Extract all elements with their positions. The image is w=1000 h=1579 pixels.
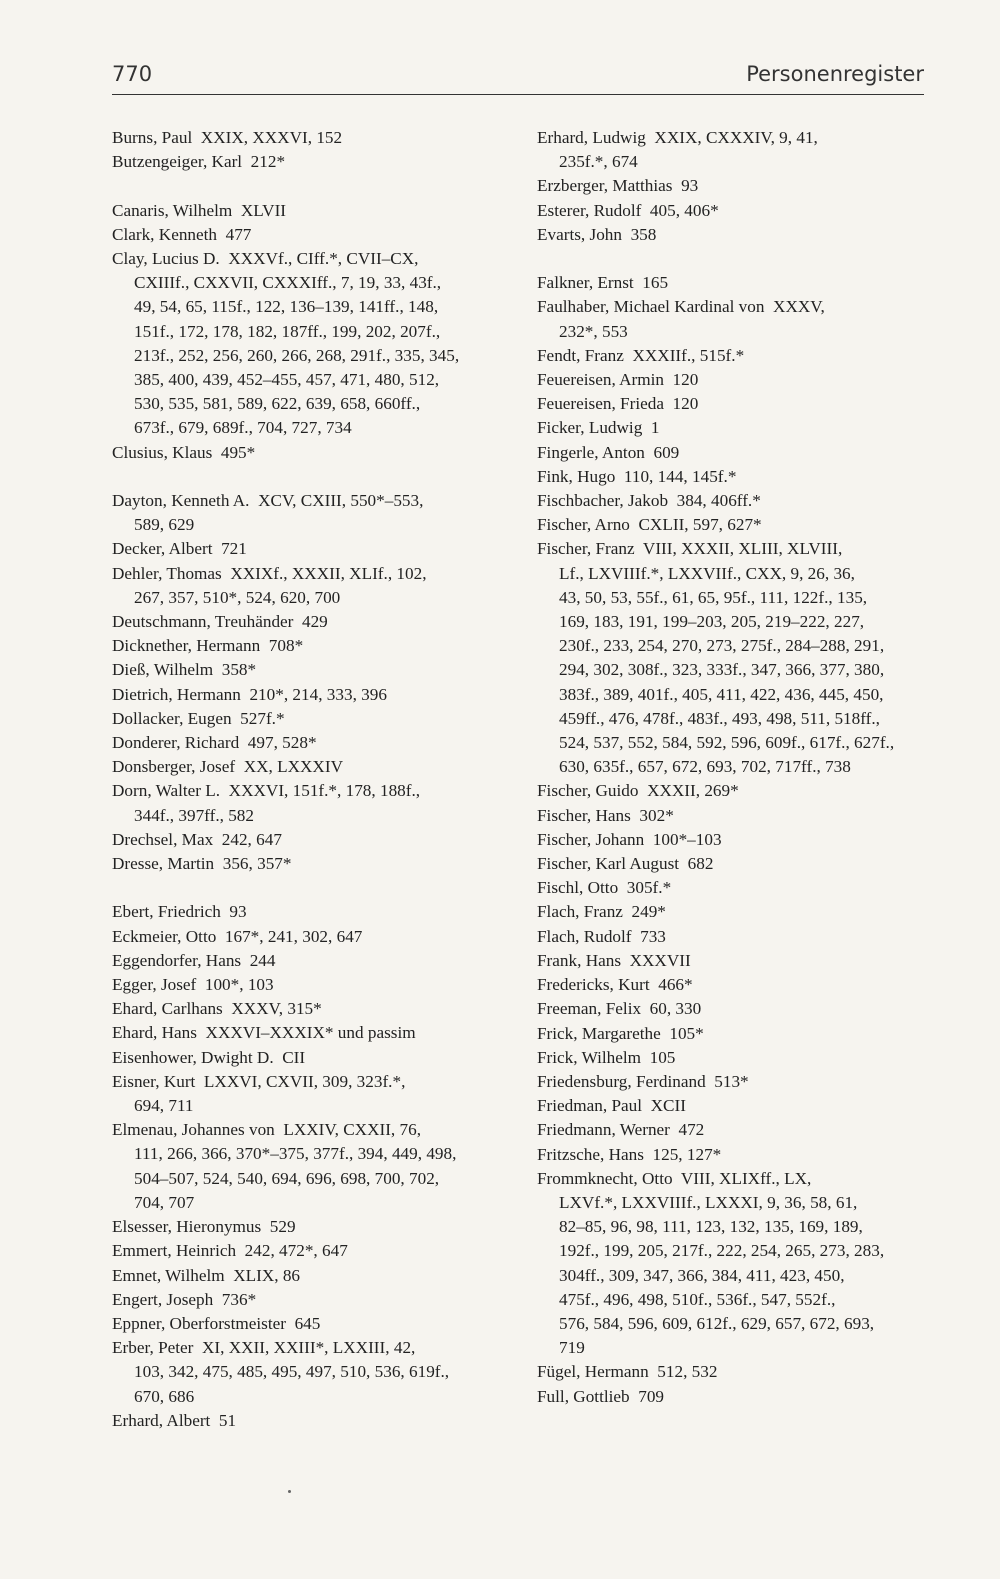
index-entry: Falkner, Ernst 165 — [537, 273, 669, 293]
index-entry: Friedensburg, Ferdinand 513* — [537, 1071, 749, 1091]
index-entry: Fischer, Arno CXLII, 597, 627* — [537, 515, 762, 535]
index-entry: Egger, Josef 100*, 103 — [112, 975, 274, 995]
index-entry: Dayton, Kenneth A. XCV, CXIII, 550*–553, 589, 629 — [112, 491, 424, 535]
index-column-right — [537, 126, 932, 1409]
index-entry: Eppner, Oberforstmeister 645 — [112, 1313, 321, 1333]
index-entry: Fischer, Hans 302* — [537, 805, 674, 825]
index-entry: Frick, Wilhelm 105 — [537, 1047, 676, 1067]
index-entry: Freeman, Felix 60, 330 — [537, 999, 702, 1019]
index-entry: Decker, Albert 721 — [112, 539, 247, 559]
index-entry: Eisenhower, Dwight D. CII — [112, 1047, 306, 1067]
index-entry: Fredericks, Kurt 466* — [537, 975, 693, 995]
index-entry: Evarts, John 358 — [537, 224, 657, 244]
index-entry: Feuereisen, Frieda 120 — [537, 394, 699, 414]
index-entry: Fritzsche, Hans 125, 127* — [537, 1144, 722, 1164]
index-entry: Butzengeiger, Karl 212* — [112, 152, 286, 172]
index-entry: Frommknecht, Otto VIII, XLIXff., LX, LXVf.*, LXXVIIIf., LXXXI, 9, 36, 58, 61, 82–85, 96, 98, 111, 123, 132, 135, 169, 189, 192f., 199, 205, 217f., 222, 254, 265, 273, 283, 304ff., 309, 347, 366, 384, 411, 423, 450, 475f., 496, 498, 510f., 536f., 547, 552f., 576, 584, 596, 609, 612f., 629, 657, 672, 693, 719 — [537, 1168, 885, 1358]
page-number: 770 — [112, 62, 153, 86]
index-entry: Erzberger, Matthias 93 — [537, 176, 699, 196]
index-entry: Dorn, Walter L. XXXVI, 151f.*, 178, 188f., 344f., 397ff., 582 — [112, 781, 421, 825]
index-entry: Frank, Hans XXXVII — [537, 950, 691, 970]
index-entry: Emmert, Heinrich 242, 472*, 647 — [112, 1241, 348, 1261]
index-entry: Ebert, Friedrich 93 — [112, 902, 247, 922]
index-entry: Dietrich, Hermann 210*, 214, 333, 396 — [112, 684, 387, 704]
index-entry: Ehard, Carlhans XXXV, 315* — [112, 999, 322, 1019]
index-entry: Clusius, Klaus 495* — [112, 442, 256, 462]
index-entry: Frick, Margarethe 105* — [537, 1023, 704, 1043]
index-entry: Ehard, Hans XXXVI–XXXIX* und passim — [112, 1023, 416, 1043]
index-entry: Dehler, Thomas XXIXf., XXXII, XLIf., 102, 267, 357, 510*, 524, 620, 700 — [112, 563, 427, 607]
index-entry: Fischer, Franz VIII, XXXII, XLIII, XLVIII, Lf., LXVIIIf.*, LXXVIIf., CXX, 9, 26, 36, 43, 50, 53, 55f., 61, 65, 95f., 111, 122f., 135, 169, 183, 191, 199–203, 205, 219–222, 227, 230f., 233, 254, 270, 273, 275f., 284–288, 291, 294, 302, 308f., 323, 333f., 347, 366, 377, 380, 383f., 389, 401f., 405, 411, 422, 436, 445, 450, 459ff., 476, 478f., 483f., 493, 498, 511, 518ff., 524, 537, 552, 584, 592, 596, 609f., 617f., 627f., 630, 635f., 657, 672, 693, 702, 717ff., 738 — [537, 539, 895, 777]
index-entry: Eisner, Kurt LXXVI, CXVII, 309, 323f.*, 694, 711 — [112, 1071, 406, 1116]
index-entry: Elmenau, Johannes von LXXIV, CXXII, 76, 111, 266, 366, 370*–375, 377f., 394, 449, 498, 504–507, 524, 540, 694, 696, 698, 700, 702, 704, 707 — [112, 1120, 457, 1212]
index-entry: Dresse, Martin 356, 357* — [112, 854, 292, 874]
index-entry: Fischer, Johann 100*–103 — [537, 829, 722, 849]
page-header — [112, 54, 924, 95]
index-entry: Flach, Rudolf 733 — [537, 926, 666, 946]
index-entry: Esterer, Rudolf 405, 406* — [537, 200, 719, 220]
index-entry: Erhard, Ludwig XXIX, CXXXIV, 9, 41, 235f.*, 674 — [537, 128, 818, 172]
index-entry: Flach, Franz 249* — [537, 902, 666, 922]
running-head: Personenregister — [746, 62, 924, 86]
index-entry: Faulhaber, Michael Kardinal von XXXV, 232*, 553 — [537, 297, 825, 341]
index-column-left — [112, 126, 507, 1433]
index-entry: Full, Gottlieb 709 — [537, 1386, 665, 1406]
index-entry: Dieß, Wilhelm 358* — [112, 660, 257, 680]
index-entry: Ficker, Ludwig 1 — [537, 418, 660, 438]
index-entry: Clark, Kenneth 477 — [112, 224, 252, 244]
index-entry: Fischer, Guido XXXII, 269* — [537, 781, 739, 801]
index-entry: Friedmann, Werner 472 — [537, 1120, 705, 1140]
index-entry: Fischbacher, Jakob 384, 406ff.* — [537, 491, 761, 511]
index-entry: Donsberger, Josef XX, LXXXIV — [112, 757, 343, 777]
index-entry: Fischl, Otto 305f.* — [537, 878, 672, 898]
index-entry: Elsesser, Hieronymus 529 — [112, 1217, 296, 1237]
index-entry: Friedman, Paul XCII — [537, 1096, 686, 1116]
index-entry: Erhard, Albert 51 — [112, 1410, 237, 1430]
index-entry: Fingerle, Anton 609 — [537, 442, 680, 462]
letter-section-gap — [112, 876, 507, 900]
page-speck — [288, 1490, 291, 1493]
index-entry: Clay, Lucius D. XXXVf., CIff.*, CVII–CX, CXIIIf., CXXVII, CXXXIff., 7, 19, 33, 43f., 49, 54, 65, 115f., 122, 136–139, 141ff., 148, 151f., 172, 178, 182, 187ff., 199, 202, 207f., 213f., 252, 256, 260, 266, 268, 291f., 335, 345, 385, 400, 439, 452–455, 457, 471, 480, 512, 530, 535, 581, 589, 622, 639, 658, 660ff., 673f., 679, 689f., 704, 727, 734 — [112, 249, 460, 438]
letter-section-gap — [112, 465, 507, 489]
index-entry: Fink, Hugo 110, 144, 145f.* — [537, 466, 737, 486]
index-entry: Eckmeier, Otto 167*, 241, 302, 647 — [112, 926, 363, 946]
index-entry: Drechsel, Max 242, 647 — [112, 829, 282, 849]
index-entry: Eggendorfer, Hans 244 — [112, 950, 276, 970]
index-entry: Dollacker, Eugen 527f.* — [112, 708, 285, 728]
index-entry: Fendt, Franz XXXIIf., 515f.* — [537, 345, 745, 365]
index-entry: Engert, Joseph 736* — [112, 1289, 257, 1309]
index-entry: Burns, Paul XXIX, XXXVI, 152 — [112, 128, 343, 147]
index-entry: Canaris, Wilhelm XLVII — [112, 200, 287, 220]
index-entry: Deutschmann, Treuhänder 429 — [112, 612, 328, 632]
letter-section-gap — [112, 174, 507, 198]
index-entry: Feuereisen, Armin 120 — [537, 370, 699, 390]
index-entry: Donderer, Richard 497, 528* — [112, 733, 317, 753]
letter-section-gap — [537, 247, 932, 271]
index-entry: Emnet, Wilhelm XLIX, 86 — [112, 1265, 301, 1285]
index-entry: Fügel, Hermann 512, 532 — [537, 1362, 718, 1382]
index-entry: Erber, Peter XI, XXII, XXIII*, LXXIII, 42, 103, 342, 475, 485, 495, 497, 510, 536, 619f., 670, 686 — [112, 1338, 450, 1406]
index-entry: Dicknether, Hermann 708* — [112, 636, 304, 656]
index-entry: Fischer, Karl August 682 — [537, 854, 714, 874]
